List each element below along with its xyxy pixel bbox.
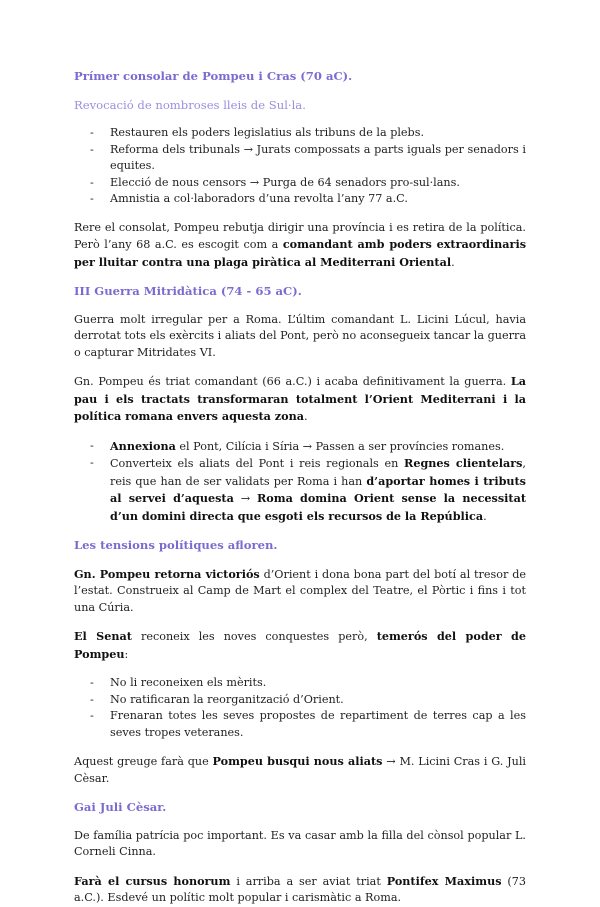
paragraph-senat: El Senat reconeix les noves conquestes però, temerós del poder de Pompeu: (74, 629, 526, 661)
bullet: - (90, 192, 94, 205)
heading-mitridatica: III Guerra Mitridàtica (74 - 65 aC). (74, 284, 302, 298)
list-pau (74, 438, 526, 526)
paragraph-pompeu-triat: Gn. Pompeu és triat comandant (66 a.C.) i acaba definitivament la guerra. La pau i els tractats transformaran totalment l’Orient Mediterrani i la política romana envers aquesta zona. (74, 374, 526, 423)
paragraph-cursus: Farà el cursus honorum i arriba a ser aviat triat Pontifex Maximus (73 a.C.). Esdevé un polític molt popular i carismàtic a Roma. (74, 873, 526, 904)
bullet: - (90, 692, 94, 706)
heading-consolat: Prímer consolar de Pompeu i Cras (70 aC). (74, 69, 353, 83)
heading-revocacio: Revocació de nombroses lleis de Sul·la. (74, 97, 306, 112)
list-item: - Converteix els aliats del Pont i reis regionals en Regnes clientelars, reis que han de ser validats per Roma i han d’aportar homes i tributs al servei d’aquesta → Roma domina Orient sense la necessitat d’un domini directa que esgoti els recursos de la República. (90, 456, 526, 523)
list-item: - Elecció de nous censors → Purga de 64 senadors pro-sul·lans. (74, 175, 526, 192)
list-item: - No li reconeixen els mèrits. (74, 675, 526, 692)
paragraph-greuge: Aquest greuge farà que Pompeu busqui nous aliats → M. Licini Cras i G. Juli Cèsar. (74, 754, 527, 785)
bullet: - (90, 456, 94, 469)
paragraph-rere-consolat: Rere el consolat, Pompeu rebutja dirigir una província i es retira de la política. Però l’any 68 a.C. es escogit com a comandant amb poders extraordinaris per lluitar contra una plaga piràtica al Mediterrani Oriental. (74, 220, 526, 269)
list-item: - Frenaran totes les seves propostes de repartiment de terres cap a les seves tropes veteranes. (90, 709, 526, 739)
list-item: - Annexiona el Pont, Cilícia i Síria → Passen a ser províncies romanes. (90, 438, 505, 453)
bullet: - (90, 142, 94, 156)
heading-juli-cesar: Gai Juli Cèsar. (74, 800, 167, 814)
heading-tensions: Les tensions polítiques afloren. (74, 538, 278, 552)
list-item: - No ratificaran la reorganització d’Orient. (74, 692, 526, 709)
list-item: - Amnistia a col·laboradors d’una revolta l’any 77 a.C. (74, 191, 526, 208)
list-item: - Restauren els poders legislatius als tribuns de la plebs. (74, 125, 526, 142)
list-sulla (74, 125, 526, 208)
paragraph-familia: De família patrícia poc important. Es va casar amb la filla del cònsol popular L. Corneli Cinna. (74, 828, 526, 858)
bullet: - (90, 438, 94, 452)
paragraph-guerra: Guerra molt irregular per a Roma. L’últim comandant L. Licini Lúcul, havia derrotat tots els exèrcits i aliats del Pont, però no aconsegueix tancar la guerra o capturar Mitridates VI. (74, 312, 526, 359)
list-item: - Reforma dels tribunals → Jurats compossats a parts iguals per senadors i equites. (90, 142, 526, 172)
list-senat (74, 675, 526, 741)
bullet: - (90, 175, 94, 189)
bullet: - (90, 126, 94, 139)
bullet: - (90, 676, 94, 689)
paragraph-retorna: Gn. Pompeu retorna victoriós d’Orient i dona bona part del botí al tresor de l’estat. Construeix al Camp de Mart el complex del Teatre, el Pòrtic i fins i tot una Cúria. (74, 566, 526, 614)
bullet: - (90, 709, 94, 722)
